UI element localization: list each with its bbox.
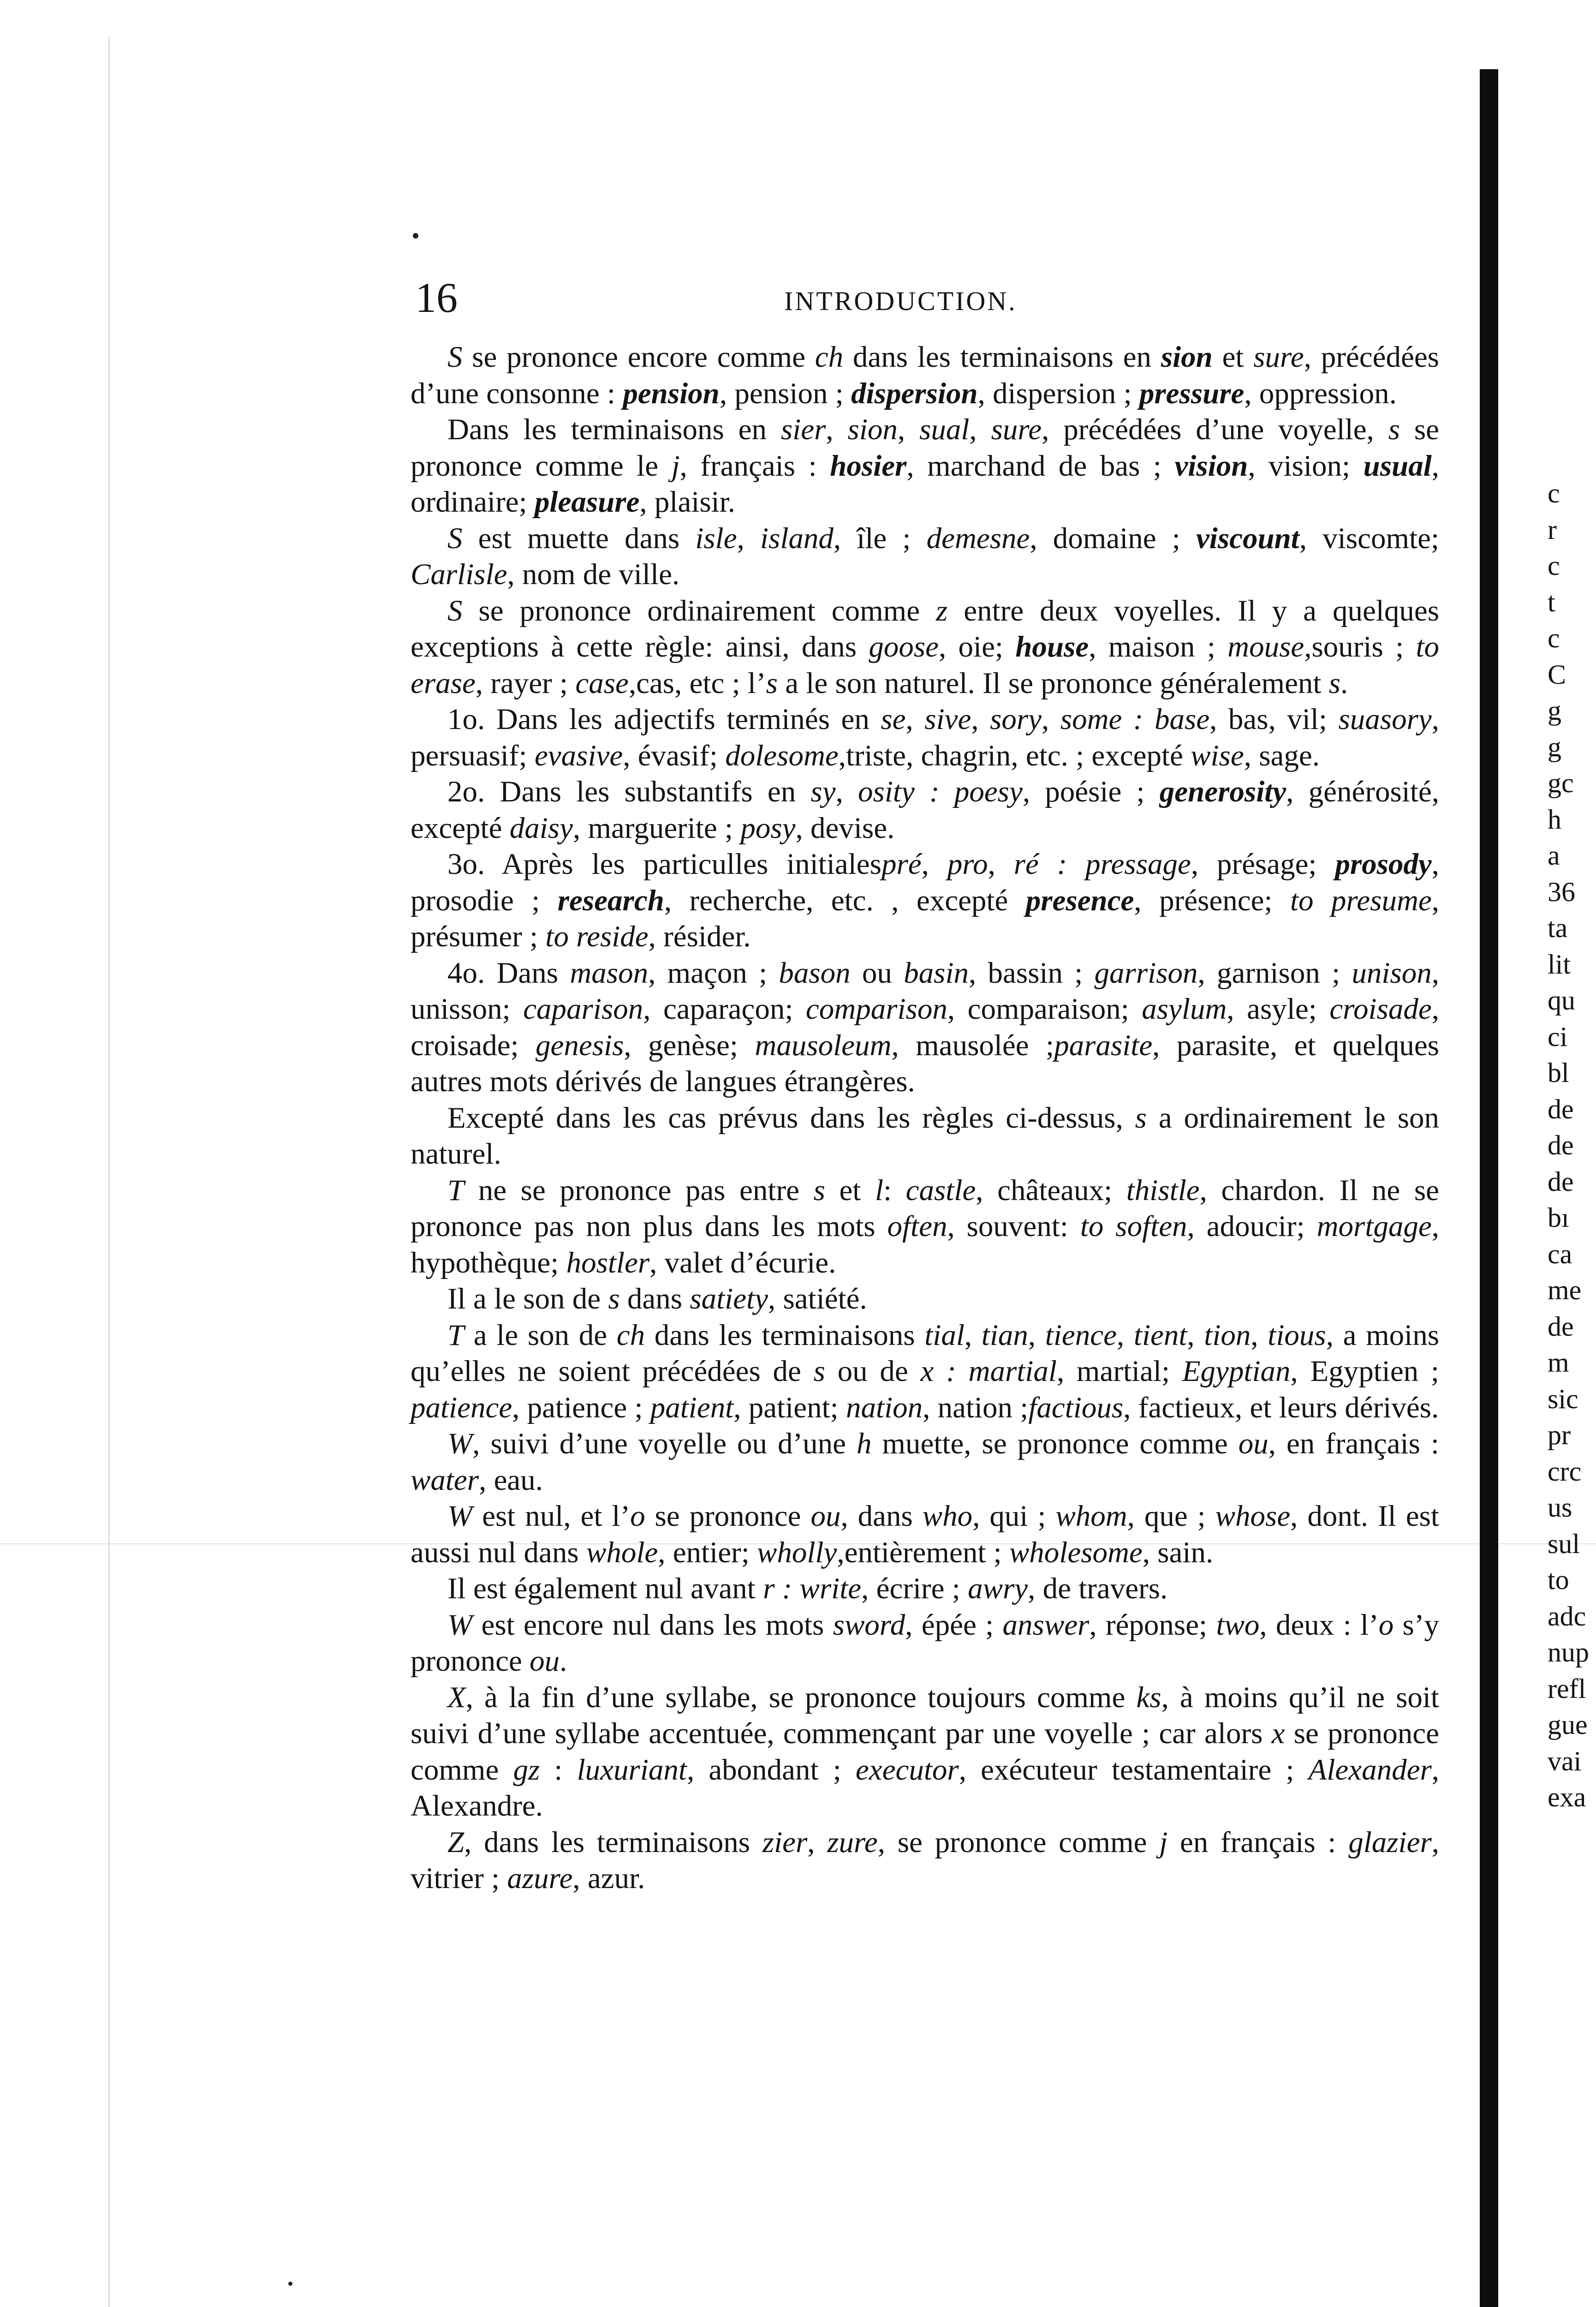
running-title: INTRODUCTION.	[784, 286, 1017, 316]
facing-page-fragment: a	[1548, 840, 1560, 871]
binding-shadow	[1480, 69, 1498, 2307]
facing-page-fragment: bı	[1548, 1202, 1569, 1233]
facing-page-fragment: sic	[1548, 1383, 1578, 1414]
paragraph: S est muette dans isle, island, île ; demesne, domaine ; viscount, viscomte; Carlisle, nom de ville.	[411, 521, 1439, 591]
facing-page-fragment: c	[1548, 623, 1560, 653]
page-gutter	[108, 37, 133, 2307]
facing-page-fragment: c	[1548, 478, 1560, 508]
paragraph: W est nul, et l’o se prononce ou, dans who, qui ; whom, que ; whose, dont. Il est aussi nul dans whole, entier; wholly,entièrement ; wholesome, sain.	[411, 1500, 1439, 1569]
paragraph: W, suivi d’une voyelle ou d’une h muette, se prononce comme ou, en français : water, eau.	[411, 1427, 1439, 1497]
facing-page-fragment: r	[1548, 514, 1557, 545]
body-text	[411, 339, 1439, 1897]
facing-page-fragment: gc	[1548, 768, 1574, 798]
facing-page-fragment: ta	[1548, 913, 1568, 943]
facing-page-fragment: g	[1548, 731, 1561, 762]
paragraph: T ne se prononce pas entre s et l: castle, châteaux; thistle, chardon. Il ne se prononce pas non plus dans les mots often, souvent: to soften, adoucir; mortgage, hypothèque; hostler, valet d’écurie.	[411, 1173, 1440, 1279]
facing-page-fragment: lit	[1548, 949, 1571, 980]
paragraph: 1o. Dans les adjectifs terminés en se, sive, sory, some : base, bas, vil; suasory, persuasif; evasive, évasif; dolesome,triste, chagrin, etc. ; excepté wise, sage.	[411, 703, 1439, 772]
paragraph: Il a le son de s dans satiety, satiété.	[447, 1282, 867, 1315]
facing-page-fragments	[1548, 475, 1596, 1816]
paragraph: 2o. Dans les substantifs en sy, osity : poesy, poésie ; generosity, générosité, excepté daisy, marguerite ; posy, devise.	[411, 775, 1440, 845]
paragraph: W est encore nul dans les mots sword, épée ; answer, réponse; two, deux : l’o s’y prononce ou.	[411, 1608, 1439, 1678]
paragraph: Il est également nul avant r : write, écrire ; awry, de travers.	[447, 1572, 1168, 1605]
running-head	[415, 272, 1444, 323]
paragraph: Excepté dans les cas prévus dans les règles ci-dessus, s a ordinairement le son naturel.	[411, 1101, 1439, 1171]
facing-page-fragment: 36	[1548, 876, 1575, 907]
page-number: 16	[415, 274, 458, 321]
facing-page-fragment: exa	[1548, 1782, 1586, 1812]
facing-page-fragment: to	[1548, 1565, 1569, 1595]
facing-page-fragment: qu	[1548, 985, 1575, 1016]
ink-speck	[413, 233, 418, 239]
facing-page-fragment: de	[1548, 1130, 1574, 1160]
paragraph: S se prononce encore comme ch dans les terminaisons en sion et sure, précédées d’une consonne : pension, pension ; dispersion, dispersion ; pressure, oppression.	[411, 341, 1439, 410]
facing-page-fragment: c	[1548, 550, 1560, 581]
facing-page-fragment: bl	[1548, 1058, 1569, 1088]
facing-page-fragment: nup	[1548, 1637, 1589, 1667]
facing-page-fragment: de	[1548, 1166, 1574, 1197]
paragraph: Dans les terminaisons en sier, sion, sual, sure, précédées d’une voyelle, s se prononce comme le j, français : hosier, marchand de bas ; vision, vision; usual, ordinaire; pleasure, plaisir.	[411, 413, 1440, 519]
facing-page-fragment: crc	[1548, 1456, 1582, 1487]
facing-page-fragment: sul	[1548, 1528, 1580, 1559]
paragraph: X, à la fin d’une syllabe, se prononce toujours comme ks, à moins qu’il ne soit suivi d’une syllabe accentuée, commençant par une voyelle ; car alors x se prononce comme gz : luxuriant, abondant ; executor, exécuteur testamentaire ; Alexander, Alexandre.	[411, 1680, 1439, 1823]
paragraph: 3o. Après les particulles initialespré, pro, ré : pressage, présage; prosody, prosodie ; research, recherche, etc. , excepté presence, présence; to presume, présumer ; to reside, résider.	[411, 848, 1440, 953]
facing-page-fragment: ci	[1548, 1021, 1568, 1052]
facing-page-fragment: gue	[1548, 1709, 1588, 1740]
facing-page-fragment: pr	[1548, 1420, 1571, 1450]
facing-page-fragment: h	[1548, 804, 1561, 835]
facing-page-fragment: ca	[1548, 1238, 1572, 1269]
facing-page-fragment: refl	[1548, 1673, 1586, 1704]
paragraph: Z, dans les terminaisons zier, zure, se prononce comme j en français : glazier, vitrier ; azure, azur.	[411, 1825, 1440, 1895]
facing-page-fragment: de	[1548, 1094, 1574, 1124]
ink-speck	[288, 2282, 292, 2286]
facing-page-fragment: m	[1548, 1347, 1569, 1378]
paragraph: T a le son de ch dans les terminaisons tial, tian, tience, tient, tion, tious, a moins qu’elles ne soient précédées de s ou de x : martial, martial; Egyptian, Egyptien ; patience, patience ; patient, patient; nation, nation ;factious, factieux, et leurs dérivés.	[411, 1318, 1440, 1424]
facing-page-fragment: g	[1548, 695, 1561, 726]
paragraph: S se prononce ordinairement comme z entre deux voyelles. Il y a quelques exceptions à cette règle: ainsi, dans goose, oie; house, maison ; mouse,souris ; to erase, rayer ; case,cas, etc ; l’s a le son naturel. Il se prononce généralement s.	[411, 594, 1440, 700]
facing-page-fragment: adc	[1548, 1601, 1586, 1632]
facing-page-fragment: vai	[1548, 1745, 1582, 1776]
facing-page-fragment: t	[1548, 586, 1555, 617]
paragraph: 4o. Dans mason, maçon ; bason ou basin, bassin ; garrison, garnison ; unison, unisson; caparison, caparaçon; comparison, comparaison; asylum, asyle; croisade, croisade; genesis, genèse; mausoleum, mausolée ;parasite, parasite, et quelques autres mots dérivés de langues étrangères.	[411, 956, 1440, 1098]
facing-page-fragment: de	[1548, 1311, 1574, 1342]
facing-page-fragment: me	[1548, 1275, 1582, 1305]
facing-page-fragment: C	[1548, 659, 1566, 690]
facing-page-fragment: us	[1548, 1492, 1572, 1523]
